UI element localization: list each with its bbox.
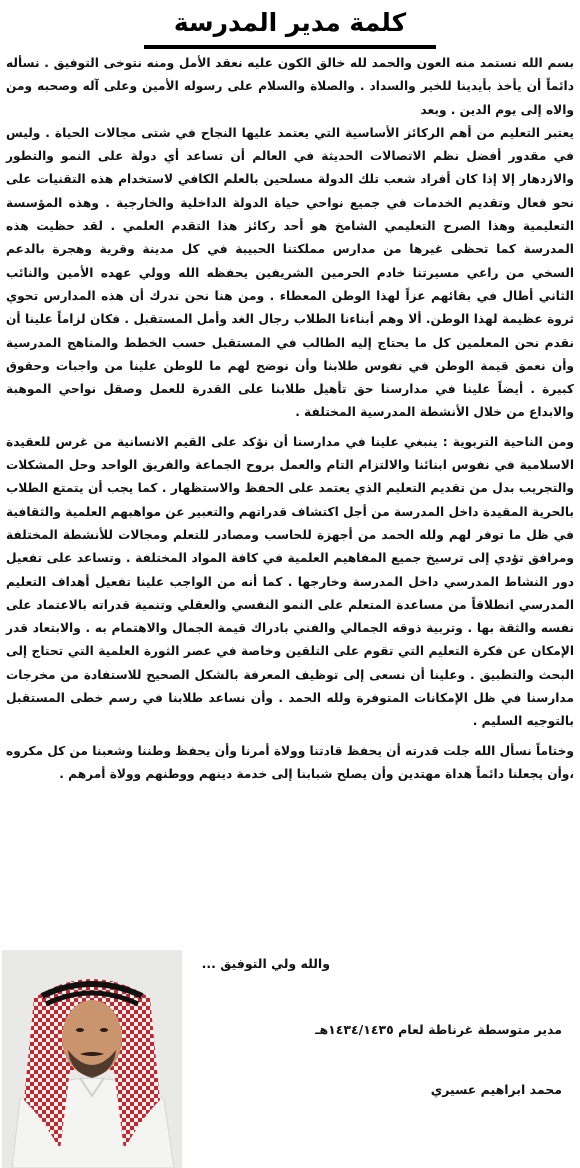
portrait-illustration [2, 950, 182, 1168]
principal-photo [2, 950, 182, 1168]
opening-paragraph: بسم الله نستمد منه العون والحمد لله خالق الكون عليه نعقد الأمل ومنه نتوخى التوفيق . نسأله دائماً أن يأخذ بأيدينا للخير والسداد . والصلاة والسلام على رسوله الأمين وعلى آله وصحبه ومن والاه إلى يوم الدين . وبعد [6, 56, 574, 117]
title-block [0, 6, 580, 49]
principal-name: محمد ابراهيم عسيري [430, 1082, 562, 1097]
letter-body [6, 52, 574, 786]
closing-paragraph: وختاماً نسأل الله جلت قدرته أن يحفظ قادتنا وولاة أمرنا وأن يحفظ وطننا وشعبنا من كل مكروه ،وأن يجعلنا دائماً هداة مهتدين وأن يصلح شبابنا إلى خدمة دينهم ووطنهم وولاة أمرهم . [6, 743, 574, 781]
principal-title: مدير متوسطة غرناطة لعام ١٤٣٤/١٤٣٥هـ [315, 1022, 562, 1037]
educational-aspect-paragraph: ومن الناحية التربوية : ينبغي علينا في مدارسنا أن نؤكد على القيم الانسانية من غرس للعقيدة الاسلامية في نفوس ابنائنا والالتزام التام والعمل بروح الجماعة والفريق الواحد وحل المشكلات والتجريب بدل من تقديم التعليم الذي يعتمد على الحفظ والاستظهار . كما يجب أن يتمتع الطلاب بالحرية المقيدة داخل المدرسة من أجل اكتشاف قدراتهم والتعبير عن مواهبهم العلمية والثقافية في ظل ما توفر لهم ولله الحمد من أجهزة للحاسب ومصادر للتعلم ومجالات للأنشطة المختلفة ومرافق تؤدي إلى ترسيخ جميع المفاهيم العلمية في كافة المواد المختلفة . وتساعد على تفعيل دور النشاط المدرسي داخل المدرسة وخارجها . كما أنه من الواجب علينا تفعيل أهداف التعليم المدرسي انطلاقاً من مساعدة المتعلم على النمو النفسي والعقلي وتنمية قدراته بالاعتماد على نفسه والثقة بها . وتربية ذوقه الجمالي والفني بادراك قيمة الجمال والاهتمام به . والابتعاد قدر الإمكان عن فكرة التعليم التي تقوم على التلقين وخاصة في عصر الثورة العلمية التي تحتاج إلى البحث والتطبيق . وعلينا أن نسعى إلى توظيف المعرفة بالشكل الصحيح للاستفادة من مخرجات مدارسنا في ظل الإمكانات المتوفرة ولله الحمد . وأن نساعد طلابنا في رسم خطى المستقبل بالتوجيه السليم . [6, 434, 574, 729]
education-paragraph: يعتبر التعليم من أهم الركائز الأساسية التي يعتمد عليها النجاح في شتى مجالات الحياة . وليس في مقدور أفضل نظم الاتصالات الحديثة في العالم أن تساعد أي دولة على النمو والتطور والازدهار إلا إذا كان أفراد شعب تلك الدولة مسلحين بالعلم الكافي لاستخدام هذه التقنيات على نحو فعال وتقديم الخدمات في جميع نواحي حياة الدولة الداخلية والخارجية . وهذه المؤسسة التعليمية وهذا الصرح التعليمي الشامخ هو أحد ركائز هذا التقدم العلمي . لقد حظيت هذه المدرسة كما تحظى غيرها من مدارس مملكتنا الحبيبة في كل مدينة وقرية وهجرة بالدعم السخي من راعي مسيرتنا خادم الحرمين الشريفين يحفظه الله وولي عهده الأمين والنائب الثاني أطال في بقائهم عزاً لهذا الوطن المعطاء . ومن هنا نحن ندرك أن هذه المدارس تحوي ثروة عظيمة لهذا الوطن. ألا وهم أبناءنا الطلاب رجال الغد وأمل المستقبل . فكان لزاماً علينا أن نقدم نحن المعلمين كل ما يحتاج إليه الطالب في المستقبل حسب الخطط والمناهج المدرسية وأن نعمق قيمة الوطن في نفوس طلابنا وأن نوضح لهم ما للوطن علينا من واجبات وحقوق كبيرة . أيضاً علينا في مدارسنا حق تأهيل طلابنا على القدرة للعمل وصقل نواحي الموهبة والابداع من خلال الأنشطة المدرسية المختلفة . [6, 125, 574, 420]
closing-phrase: والله ولي التوفيق ... [201, 956, 330, 971]
page-title: كلمة مدير المدرسة [144, 6, 436, 49]
